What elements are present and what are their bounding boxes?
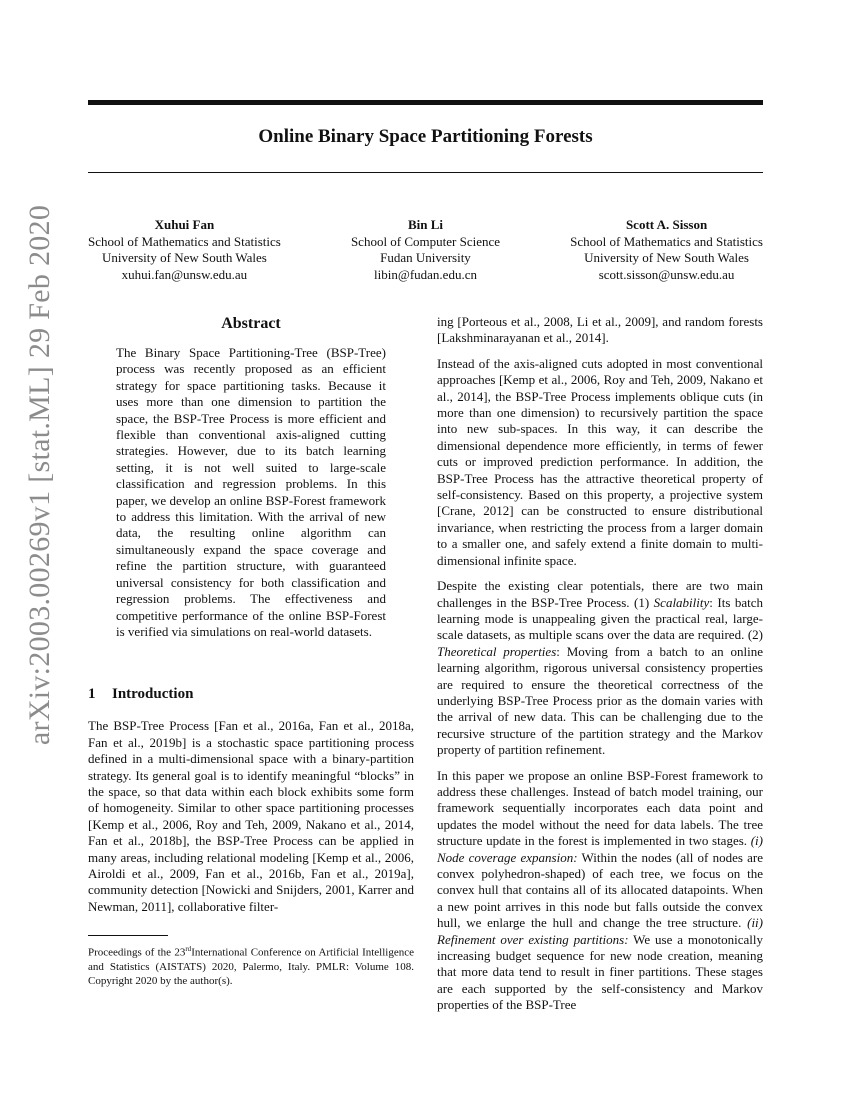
abstract-heading: Abstract: [221, 315, 281, 332]
section-heading-introduction: [88, 684, 414, 704]
text-run: We use a monotonically increasing budget sequence for new node creation, meaning that more data tend to result in finer partitions. These stages are each supported by the self-consistency and Markov properties of the BSP-Tree: [437, 931, 763, 1013]
title-top-rule: [88, 100, 763, 105]
footnote-superscript: rd: [185, 945, 192, 954]
author-institution: University of New South Wales: [584, 250, 749, 265]
author-2: [351, 217, 500, 283]
intro-paragraph-4: [437, 768, 763, 1014]
author-affiliation: School of Mathematics and Statistics: [88, 233, 281, 249]
paper-title: Online Binary Space Partitioning Forests: [258, 126, 593, 147]
author-1: [88, 217, 281, 283]
text-run: : Moving from a batch to an online learning algorithm, rigorous universal consistency properties are required to ensure the theoretical correctness of the underlying BSP-Tree Process prior as the domain varies with the arrival of new data. This can be challenging due to the recursive structure of the partition strategy and the Markov property of partition refinement.: [437, 643, 763, 758]
author-email[interactable]: scott.sisson@unsw.edu.au: [598, 266, 735, 282]
author-affiliation: School of Computer Science: [350, 233, 501, 249]
section-number: 1: [88, 686, 96, 703]
emphasis-refinement: (ii) Refinement over existing partitions:: [437, 915, 763, 947]
author-institution: University of New South Wales: [102, 250, 267, 265]
author-name: Xuhui Fan: [154, 217, 215, 232]
intro-paragraph-1: The BSP-Tree Process [Fan et al., 2016a, Fan et al., 2018a, Fan et al., 2019b] is a stochastic space partitioning process defined in a multi-dimensional space with a binary-partition strategy. Its general goal is to identify meaningful “blocks” in the space, so that data within each block exhibits some form of homogeneity. Similar to other space partitioning processes [Kemp et al., 2006, Roy and Teh, 2009, Nakano et al., 2014, Fan et al., 2018b], the BSP-Tree Process can be applied in many areas, including relational modeling [Kemp et al., 2006, Airoldi et al., 2009, Fan et al., 2016b, Fan et al., 2019a], community detection [Nowicki and Snijders, 2001, Karrer and Newman, 2011], collaborative filter-: [88, 718, 414, 914]
arxiv-identifier-stamp: arXiv:2003.00269v1 [stat.ML] 29 Feb 2020: [23, 204, 56, 746]
footnote-text-pre: Proceedings of the 23: [88, 946, 186, 959]
author-affiliation: School of Mathematics and Statistics: [570, 233, 763, 249]
text-run: Despite the existing clear potentials, there are two main challenges in the BSP-Tree Process. (1): [437, 578, 763, 610]
left-column: [88, 314, 414, 988]
footnote-rule: [88, 935, 168, 936]
intro-paragraph-1-continued: ing [Porteous et al., 2008, Li et al., 2009], and random forests [Lakshminarayanan et al., 2014].: [437, 314, 763, 346]
footnote-text-post: International Conference on Artificial Intelligence and Statistics (AISTATS) 2020, Palermo, Italy. PMLR: Volume 108. Copyright 2020 by the author(s).: [88, 946, 414, 988]
author-name: Bin Li: [407, 217, 444, 232]
intro-paragraph-3: [437, 578, 763, 758]
author-name: Scott A. Sisson: [625, 217, 708, 232]
author-block: [88, 217, 763, 283]
author-institution: Fudan University: [380, 250, 471, 265]
text-run: Within the nodes (all of nodes are convex polyhedron-shaped) of each tree, we focus on the convex hull that contains all of its allocated datapoints. When a new point arrives in this node but falls outside the convex hull, we enlarge the hull and change the tree structure.: [437, 849, 763, 931]
author-3: [570, 217, 763, 283]
section-title: Introduction: [112, 686, 194, 703]
right-column: [437, 314, 763, 1023]
author-email[interactable]: xuhui.fan@unsw.edu.au: [121, 266, 248, 282]
footnote: [88, 935, 414, 988]
abstract-body: The Binary Space Partitioning-Tree (BSP-Tree) process was recently proposed as an efficient strategy for space partitioning tasks. Because it uses more than one dimension to partition the space, the BSP-Tree Process is more efficient and flexible than conventional axis-aligned cutting strategies. However, due to its batch learning setting, it is not well suited to large-scale classification and regression problems. In this paper, we develop an online BSP-Forest framework to address this limitation. With the arrival of new data, the resulting online algorithm can simultaneously expand the space coverage and refine the partition structure, with guaranteed universal consistency for both classification and regression problems. The effectiveness and competitive performance of the online BSP-Forest is verified via simulations on real-world datasets.: [116, 345, 386, 639]
title-bottom-rule: [88, 172, 763, 173]
author-email[interactable]: libin@fudan.edu.cn: [374, 266, 477, 282]
emphasis-theoretical-properties: Theoretical properties: [437, 643, 557, 659]
text-run: : Its batch learning mode is unappealing given the practical real, large-scale datasets, as multiple scans over the data are required. (2): [437, 594, 764, 643]
emphasis-node-coverage: (i) Node coverage expansion:: [437, 833, 763, 865]
intro-paragraph-2: Instead of the axis-aligned cuts adopted in most conventional approaches [Kemp et al., 2006, Roy and Teh, 2009, Nakano et al., 2014], the BSP-Tree Process implements oblique cuts (in more than one dimension) to recursively partition the space into new sub-spaces. In this way, it can describe the dimensional dependence more efficiently, in terms of fewer cuts or improved prediction performance. In addition, the BSP-Tree Process has the attractive theoretical property of self-consistency. Based on this property, a projective system [Crane, 2012] can be constructed to ensure distributional invariance, when restricting the process from a larger domain to a smaller one, and safely extend a finite domain to multi-dimensional infinite space.: [437, 355, 763, 568]
emphasis-scalability: Scalability: [653, 594, 710, 610]
text-run: In this paper we propose an online BSP-Forest framework to address these challenges. Instead of batch model training, our framework sequentially incorporates each data point and updates the model without the need for data labels. The tree structure update in the forest is implemented in two stages.: [437, 767, 763, 849]
